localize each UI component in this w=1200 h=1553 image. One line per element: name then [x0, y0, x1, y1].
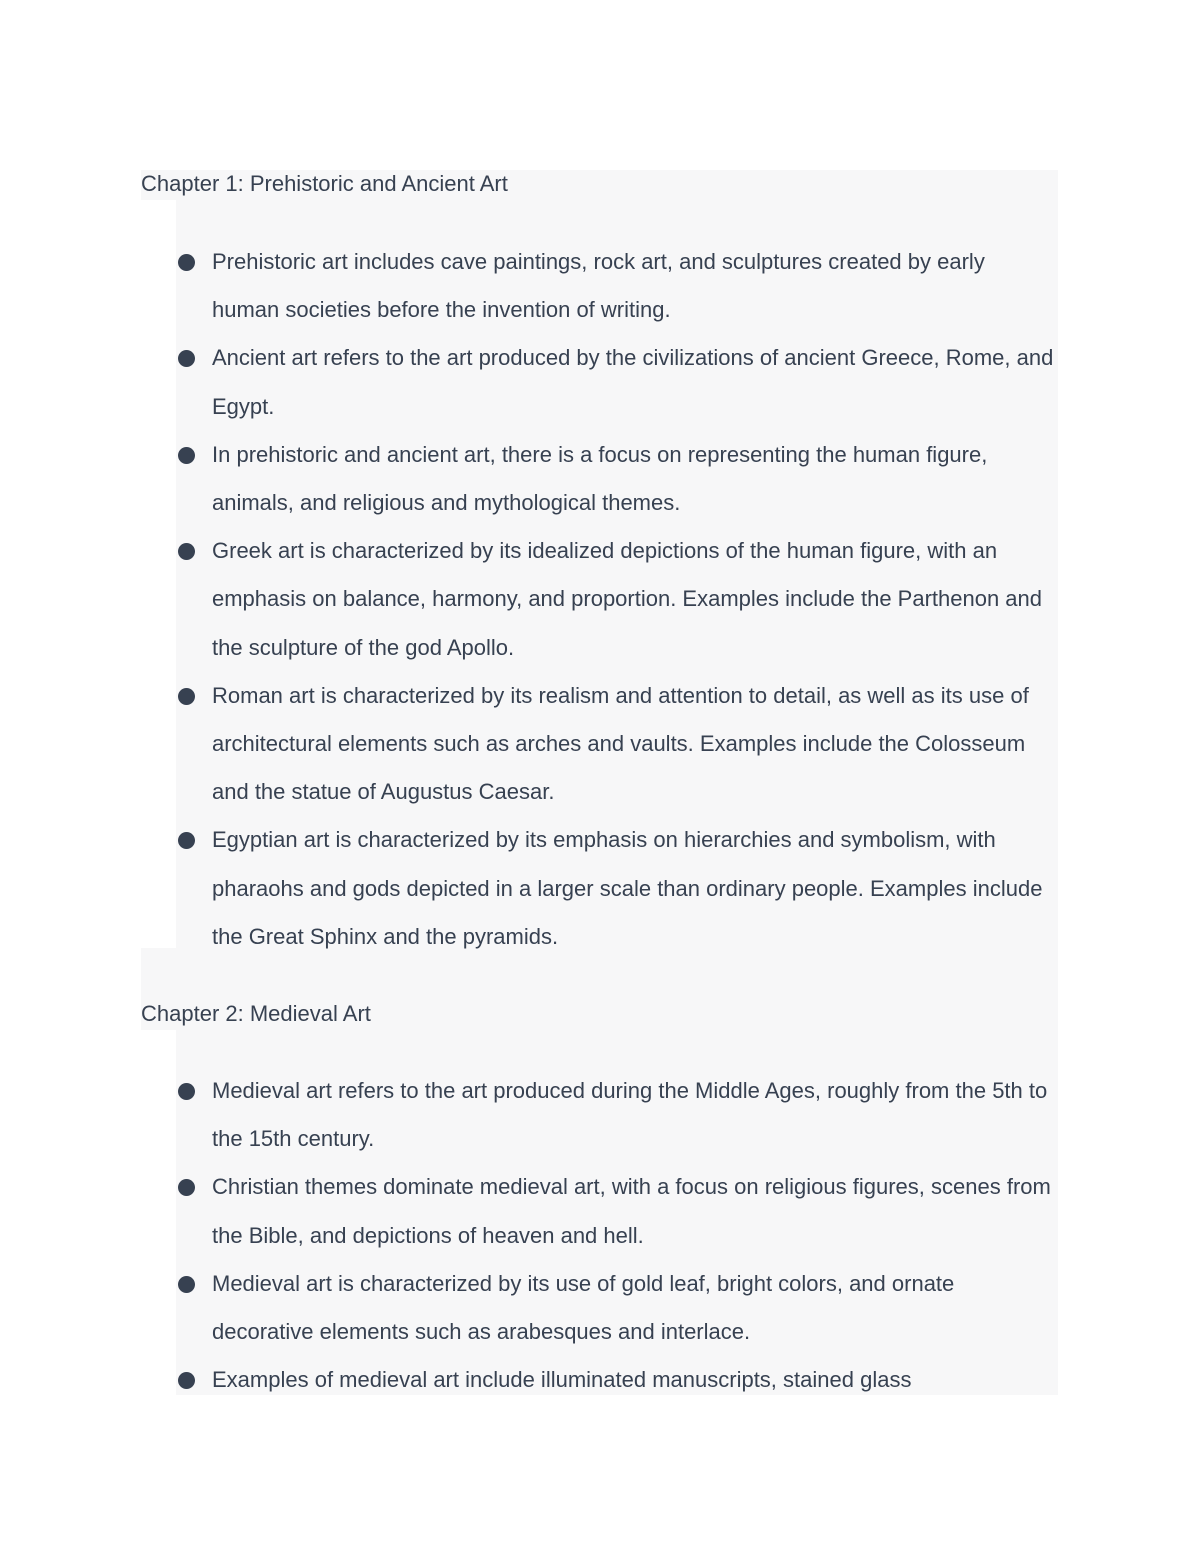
list-item-text: Greek art is characterized by its idealized depictions of the human figure, with an emphasis on balance, harmony, and proportion. Examples include the Parthenon and the sculpture of the god Apollo. [212, 538, 1043, 660]
list-item-text: Ancient art refers to the art produced by the civilizations of ancient Greece, Rome, and Egypt. [212, 345, 1054, 419]
bullet-dot-icon [178, 254, 195, 271]
list-item-text: Examples of medieval art include illuminated manuscripts, stained glass [212, 1367, 912, 1393]
chapter-1-bullet-list [176, 238, 1056, 961]
bullet-dot-icon [178, 1179, 195, 1196]
list-item [176, 1163, 1056, 1259]
bullet-dot-icon [178, 1276, 195, 1293]
bullet-dot-icon [178, 350, 195, 367]
list-item [176, 816, 1056, 961]
chapter-heading-2: Chapter 2: Medieval Art [141, 1001, 371, 1026]
list-item [176, 672, 1056, 817]
bullet-dot-icon [178, 688, 195, 705]
bullet-dot-icon [178, 1372, 195, 1389]
list-item [176, 1356, 1056, 1404]
bullet-dot-icon [178, 447, 195, 464]
list-item-text: In prehistoric and ancient art, there is a focus on representing the human figure, animals, and religious and mythological themes. [212, 441, 988, 516]
list-item-text: Prehistoric art includes cave paintings, rock art, and sculptures created by early human societies before the invention of writing. [212, 249, 985, 323]
list-item [176, 431, 1056, 527]
list-item-text: Roman art is characterized by its realism and attention to detail, as well as its use of architectural elements such as arches and vaults. Examples include the Colosseum and the statue of Augustus Caesar. [212, 682, 1029, 805]
list-item [176, 238, 1056, 334]
list-item [176, 1260, 1056, 1356]
bullet-dot-icon [178, 1083, 195, 1100]
list-item-text: Medieval art refers to the art produced during the Middle Ages, roughly from the 5th to the 15th century. [212, 1078, 1048, 1152]
list-item-text: Christian themes dominate medieval art, with a focus on religious figures, scenes from the Bible, and depictions of heaven and hell. [212, 1174, 1051, 1248]
list-item-text: Medieval art is characterized by its use of gold leaf, bright colors, and ornate decorative elements such as arabesques and interlace. [212, 1270, 955, 1345]
list-item [176, 1067, 1056, 1163]
list-item [176, 334, 1056, 430]
bullet-dot-icon [178, 832, 195, 849]
chapter-2-bullet-list [176, 1067, 1056, 1404]
list-item [176, 527, 1056, 672]
bullet-dot-icon [178, 543, 195, 560]
list-item-text: Egyptian art is characterized by its emphasis on hierarchies and symbolism, with pharaohs and gods depicted in a larger scale than ordinary people. Examples include the Great Sphinx and the pyramids. [212, 827, 1043, 949]
chapter-heading-1: Chapter 1: Prehistoric and Ancient Art [141, 171, 508, 196]
